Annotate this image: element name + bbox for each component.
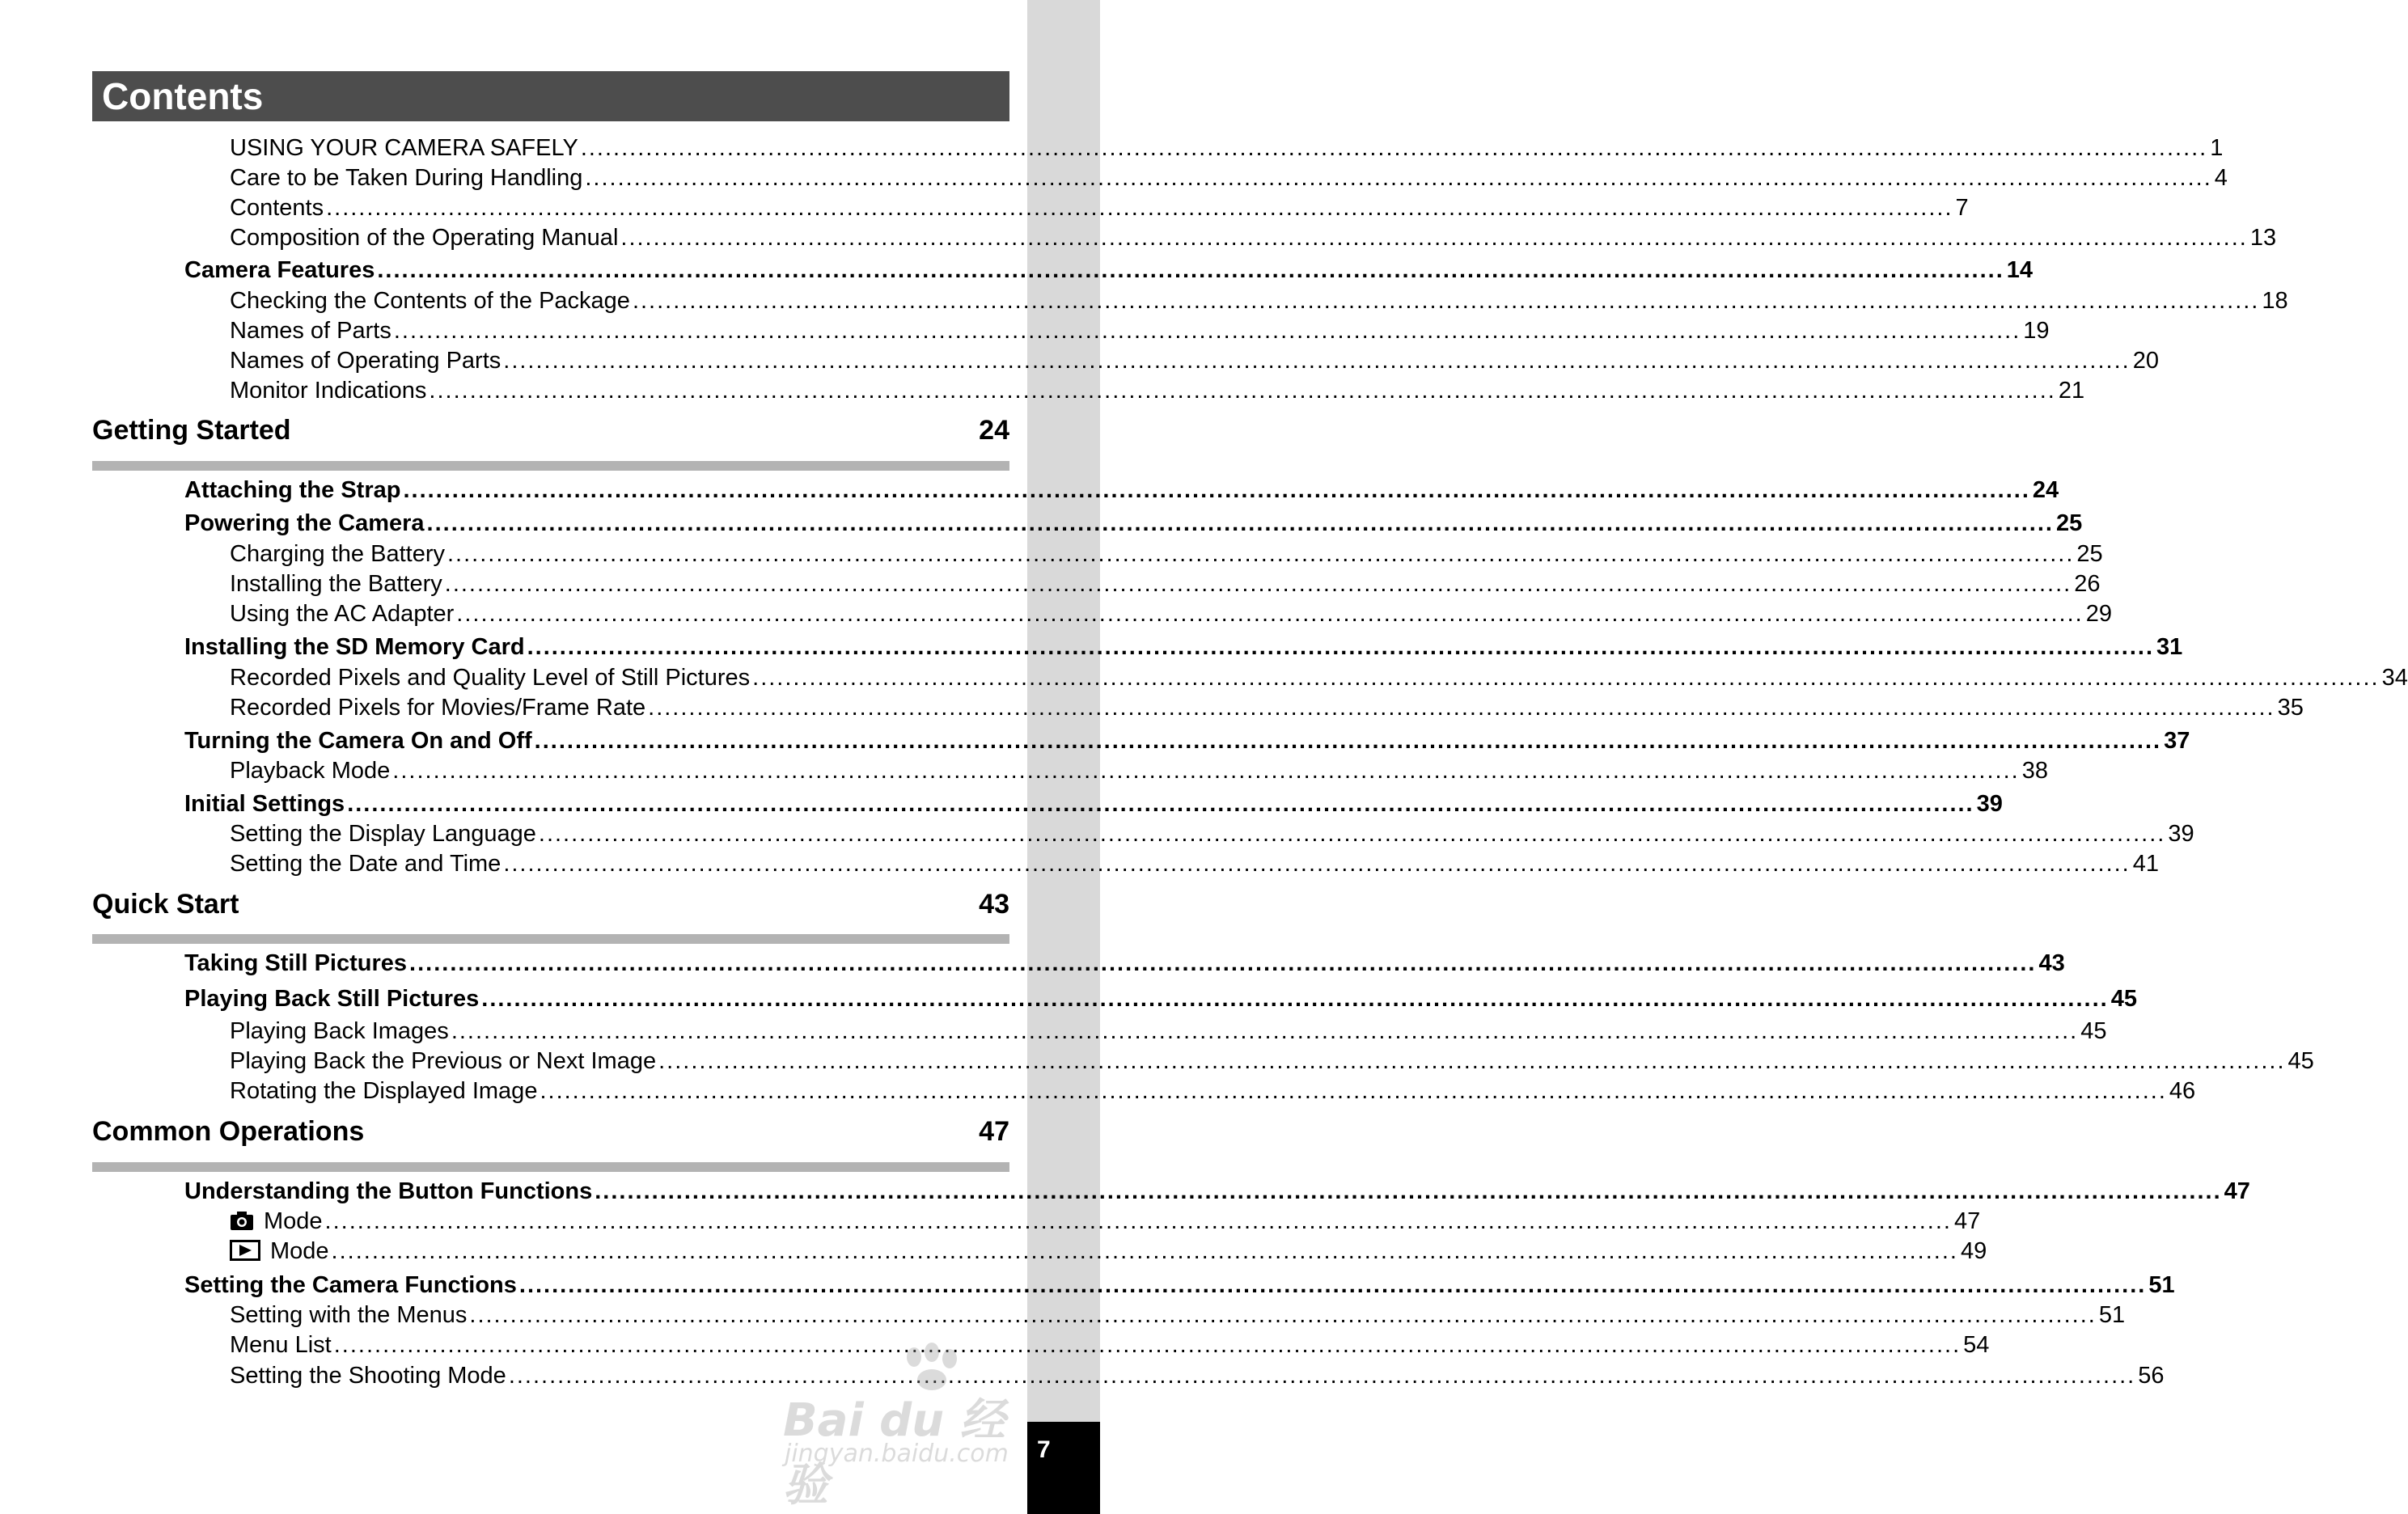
toc-entry-page: 19 bbox=[2023, 318, 2050, 344]
toc-entry-page: 25 bbox=[2076, 541, 2103, 567]
toc-entry[interactable] bbox=[230, 821, 2194, 850]
toc-entry-label: Menu List bbox=[230, 1332, 332, 1358]
dot-leader: ........................................................................................................................................................................................................ bbox=[752, 665, 2380, 691]
toc-entry-page: 37 bbox=[2164, 728, 2190, 754]
toc-entry-page: 21 bbox=[2058, 378, 2085, 404]
page-number: 7 bbox=[1037, 1436, 1051, 1463]
dot-leader: ........................................................................................................................................................................................................ bbox=[347, 791, 1974, 817]
dot-leader: ........................................................................................................................................................................................................ bbox=[469, 1302, 2097, 1328]
toc-entry-page: 51 bbox=[2098, 1302, 2126, 1328]
page-title: Contents bbox=[102, 75, 264, 117]
toc-entry-label: Recorded Pixels and Quality Level of Still Pictures bbox=[230, 665, 751, 691]
dot-leader: ........................................................................................................................................................................................................ bbox=[534, 728, 2162, 754]
toc-entry-page: 41 bbox=[2132, 851, 2160, 877]
toc-entry[interactable] bbox=[230, 135, 2224, 164]
toc-entry-label: Turning the Camera On and Off bbox=[184, 728, 532, 754]
toc-entry-page: 45 bbox=[2287, 1048, 2314, 1074]
toc-entry-label-with-icon bbox=[230, 1208, 323, 1237]
dot-leader: ........................................................................................................................................................................................................ bbox=[456, 601, 2084, 627]
toc-entry-page: 1 bbox=[2210, 135, 2224, 161]
dot-leader: ........................................................................................................................................................................................................ bbox=[451, 1018, 2079, 1044]
toc-entry-label: Care to be Taken During Handling bbox=[230, 165, 583, 191]
dot-leader: ........................................................................................................................................................................................................ bbox=[518, 1272, 2147, 1298]
toc-entry-page: 7 bbox=[1955, 195, 1969, 221]
toc-entry-page: 56 bbox=[2138, 1363, 2165, 1389]
toc-entry[interactable] bbox=[230, 571, 2101, 600]
toc-chapter-entry[interactable] bbox=[184, 1272, 2175, 1301]
toc-entry-page: 14 bbox=[2006, 257, 2033, 283]
toc-chapter-entry[interactable] bbox=[184, 510, 2083, 539]
toc-entry[interactable] bbox=[230, 195, 1969, 224]
section-title: Getting Started bbox=[92, 415, 291, 446]
section-header-common-operations[interactable] bbox=[92, 1116, 1009, 1148]
mode-label: Mode bbox=[264, 1208, 323, 1234]
toc-entry-label-with-icon bbox=[230, 1238, 329, 1267]
dot-leader: ........................................................................................................................................................................................................ bbox=[620, 225, 2248, 251]
toc-chapter-entry[interactable] bbox=[184, 791, 2003, 820]
dot-leader: ........................................................................................................................................................................................................ bbox=[333, 1332, 1962, 1358]
toc-entry[interactable] bbox=[230, 318, 2050, 347]
dot-leader: ........................................................................................................................................................................................................ bbox=[446, 541, 2075, 567]
dot-leader: ........................................................................................................................................................................................................ bbox=[538, 821, 2166, 847]
toc-entry-page: 4 bbox=[2214, 165, 2228, 191]
dot-leader: ........................................................................................................................................................................................................ bbox=[481, 986, 2109, 1012]
toc-entry-page: 51 bbox=[2148, 1272, 2175, 1298]
toc-chapter-entry[interactable] bbox=[184, 728, 2190, 757]
toc-chapter-entry[interactable] bbox=[184, 257, 2033, 286]
section-divider bbox=[92, 934, 1009, 944]
dot-leader: ........................................................................................................................................................................................................ bbox=[409, 950, 2037, 976]
toc-entry-page: 47 bbox=[1953, 1208, 1981, 1234]
toc-entry[interactable] bbox=[230, 665, 2408, 694]
toc-entry-label: Checking the Contents of the Package bbox=[230, 288, 630, 314]
page-number-tab bbox=[1027, 1422, 1100, 1514]
toc-entry-label: Playing Back Still Pictures bbox=[184, 986, 480, 1012]
toc-entry[interactable] bbox=[230, 1048, 2314, 1077]
toc-entry[interactable] bbox=[230, 1302, 2126, 1331]
playback-icon bbox=[230, 1240, 260, 1267]
dot-leader: ........................................................................................................................................................................................................ bbox=[324, 1208, 1952, 1234]
section-divider bbox=[92, 1162, 1009, 1172]
toc-entry-label: Playback Mode bbox=[230, 758, 391, 784]
toc-entry-page: 38 bbox=[2021, 758, 2048, 784]
toc-entry[interactable] bbox=[230, 601, 2112, 630]
dot-leader: ........................................................................................................................................................................................................ bbox=[429, 378, 2056, 404]
toc-entry-page: 39 bbox=[2168, 821, 2194, 847]
toc-entry-page: 43 bbox=[2038, 950, 2065, 976]
toc-entry-page: 18 bbox=[2262, 288, 2288, 314]
dot-leader: ........................................................................................................................................................................................................ bbox=[393, 318, 2021, 344]
toc-entry-label: Setting the Shooting Mode bbox=[230, 1363, 506, 1389]
toc-entry-label: Rotating the Displayed Image bbox=[230, 1078, 538, 1104]
toc-entry-page: 20 bbox=[2132, 348, 2159, 374]
toc-entry-label: Setting the Date and Time bbox=[230, 851, 501, 877]
toc-entry[interactable] bbox=[230, 348, 2159, 377]
toc-entry-page: 47 bbox=[2224, 1178, 2250, 1204]
dot-leader: ........................................................................................................................................................................................................ bbox=[503, 348, 2131, 374]
toc-entry-label: Setting the Display Language bbox=[230, 821, 536, 847]
section-title: Quick Start bbox=[92, 889, 239, 920]
dot-leader: ........................................................................................................................................................................................................ bbox=[403, 477, 2030, 503]
contents-title-bar bbox=[92, 71, 1009, 121]
toc-chapter-entry[interactable] bbox=[184, 1178, 2250, 1207]
toc-entry[interactable] bbox=[230, 288, 2288, 317]
toc-entry[interactable] bbox=[230, 1018, 2107, 1047]
section-header-quick-start[interactable] bbox=[92, 889, 1009, 921]
dot-leader: ........................................................................................................................................................................................................ bbox=[377, 257, 2004, 283]
toc-chapter-entry[interactable] bbox=[184, 986, 2137, 1015]
toc-entry-label: Recorded Pixels for Movies/Frame Rate bbox=[230, 695, 646, 721]
toc-entry-label: Setting with the Menus bbox=[230, 1302, 468, 1328]
toc-entry-label: Initial Settings bbox=[184, 791, 345, 817]
dot-leader: ........................................................................................................................................................................................................ bbox=[540, 1078, 2167, 1104]
dot-leader: ........................................................................................................................................................................................................ bbox=[658, 1048, 2286, 1074]
dot-leader: ........................................................................................................................................................................................................ bbox=[503, 851, 2131, 877]
dot-leader: ........................................................................................................................................................................................................ bbox=[444, 571, 2072, 597]
toc-entry[interactable] bbox=[230, 695, 2304, 724]
dot-leader: ........................................................................................................................................................................................................ bbox=[632, 288, 2260, 314]
toc-entry-label: Powering the Camera bbox=[184, 510, 425, 536]
section-title: Common Operations bbox=[92, 1116, 365, 1147]
toc-entry-label: Composition of the Operating Manual bbox=[230, 225, 619, 251]
baidu-watermark bbox=[777, 1343, 1027, 1512]
section-page: 47 bbox=[979, 1116, 1009, 1147]
toc-entry-label: Contents bbox=[230, 195, 324, 221]
toc-entry-page: 39 bbox=[1976, 791, 2003, 817]
toc-entry[interactable] bbox=[230, 1238, 1987, 1267]
watermark-text: Bai du 经验 bbox=[783, 1394, 1005, 1512]
toc-entry[interactable] bbox=[230, 1208, 1981, 1237]
toc-entry-page: 26 bbox=[2074, 571, 2101, 597]
section-divider bbox=[92, 461, 1009, 471]
toc-chapter-entry[interactable] bbox=[184, 634, 2183, 663]
dot-leader: ........................................................................................................................................................................................................ bbox=[648, 695, 2275, 721]
toc-entry-label: Taking Still Pictures bbox=[184, 950, 408, 976]
section-page: 43 bbox=[979, 889, 1009, 920]
watermark-url: jingyan.baidu.com bbox=[785, 1440, 1009, 1468]
toc-entry-label: Names of Parts bbox=[230, 318, 391, 344]
mode-label: Mode bbox=[270, 1238, 329, 1264]
toc-entry-page: 45 bbox=[2110, 986, 2137, 1012]
toc-entry-page: 31 bbox=[2156, 634, 2183, 660]
dot-leader: ........................................................................................................................................................................................................ bbox=[585, 165, 2212, 191]
toc-entry-label: Using the AC Adapter bbox=[230, 601, 455, 627]
dot-leader: ........................................................................................................................................................................................................ bbox=[508, 1363, 2136, 1389]
toc-entry-page: 49 bbox=[1960, 1238, 1987, 1264]
toc-entry-page: 34 bbox=[2381, 665, 2408, 691]
toc-chapter-entry[interactable] bbox=[184, 950, 2065, 979]
toc-entry[interactable] bbox=[230, 1078, 2196, 1107]
toc-entry-page: 13 bbox=[2249, 225, 2277, 251]
toc-chapter-entry[interactable] bbox=[184, 477, 2059, 506]
toc-entry-page: 46 bbox=[2169, 1078, 2196, 1104]
toc-entry-page: 35 bbox=[2277, 695, 2304, 721]
dot-leader: ........................................................................................................................................................................................................ bbox=[426, 510, 2054, 536]
toc-entry-label: Installing the SD Memory Card bbox=[184, 634, 525, 660]
toc-entry-page: 29 bbox=[2085, 601, 2112, 627]
toc-entry-label: Understanding the Button Functions bbox=[184, 1178, 593, 1204]
toc-entry-label: Monitor Indications bbox=[230, 378, 427, 404]
toc-entry[interactable] bbox=[230, 225, 2277, 254]
toc-entry[interactable] bbox=[230, 851, 2160, 880]
toc-entry[interactable] bbox=[230, 165, 2228, 194]
toc-entry[interactable] bbox=[230, 758, 2048, 787]
toc-entry[interactable] bbox=[230, 378, 2085, 407]
toc-entry-page: 24 bbox=[2032, 477, 2059, 503]
dot-leader: ........................................................................................................................................................................................................ bbox=[580, 135, 2208, 161]
toc-entry-page: 25 bbox=[2055, 510, 2083, 536]
dot-leader: ........................................................................................................................................................................................................ bbox=[595, 1178, 2222, 1204]
toc-entry-label: USING YOUR CAMERA SAFELY bbox=[230, 135, 578, 161]
toc-entry-page: 45 bbox=[2080, 1018, 2107, 1044]
dot-leader: ........................................................................................................................................................................................................ bbox=[392, 758, 2020, 784]
toc-entry[interactable] bbox=[230, 541, 2103, 570]
toc-entry-label: Playing Back the Previous or Next Image bbox=[230, 1048, 657, 1074]
dot-leader: ........................................................................................................................................................................................................ bbox=[326, 195, 1953, 221]
camera-icon bbox=[230, 1210, 254, 1237]
toc-entry-page: 54 bbox=[1963, 1332, 1990, 1358]
toc-entry-label: Attaching the Strap bbox=[184, 477, 401, 503]
toc-entry-label: Names of Operating Parts bbox=[230, 348, 501, 374]
toc-entry-label: Playing Back Images bbox=[230, 1018, 449, 1044]
toc-entry-label: Installing the Battery bbox=[230, 571, 442, 597]
dot-leader: ........................................................................................................................................................................................................ bbox=[331, 1238, 1958, 1264]
section-header-getting-started[interactable] bbox=[92, 415, 1009, 447]
toc-entry-label: Charging the Battery bbox=[230, 541, 445, 567]
toc-entry-label: Setting the Camera Functions bbox=[184, 1272, 517, 1298]
dot-leader: ........................................................................................................................................................................................................ bbox=[527, 634, 2155, 660]
paw-logo-icon bbox=[882, 1343, 979, 1391]
toc-entry-label: Camera Features bbox=[184, 257, 375, 283]
section-page: 24 bbox=[979, 415, 1009, 446]
